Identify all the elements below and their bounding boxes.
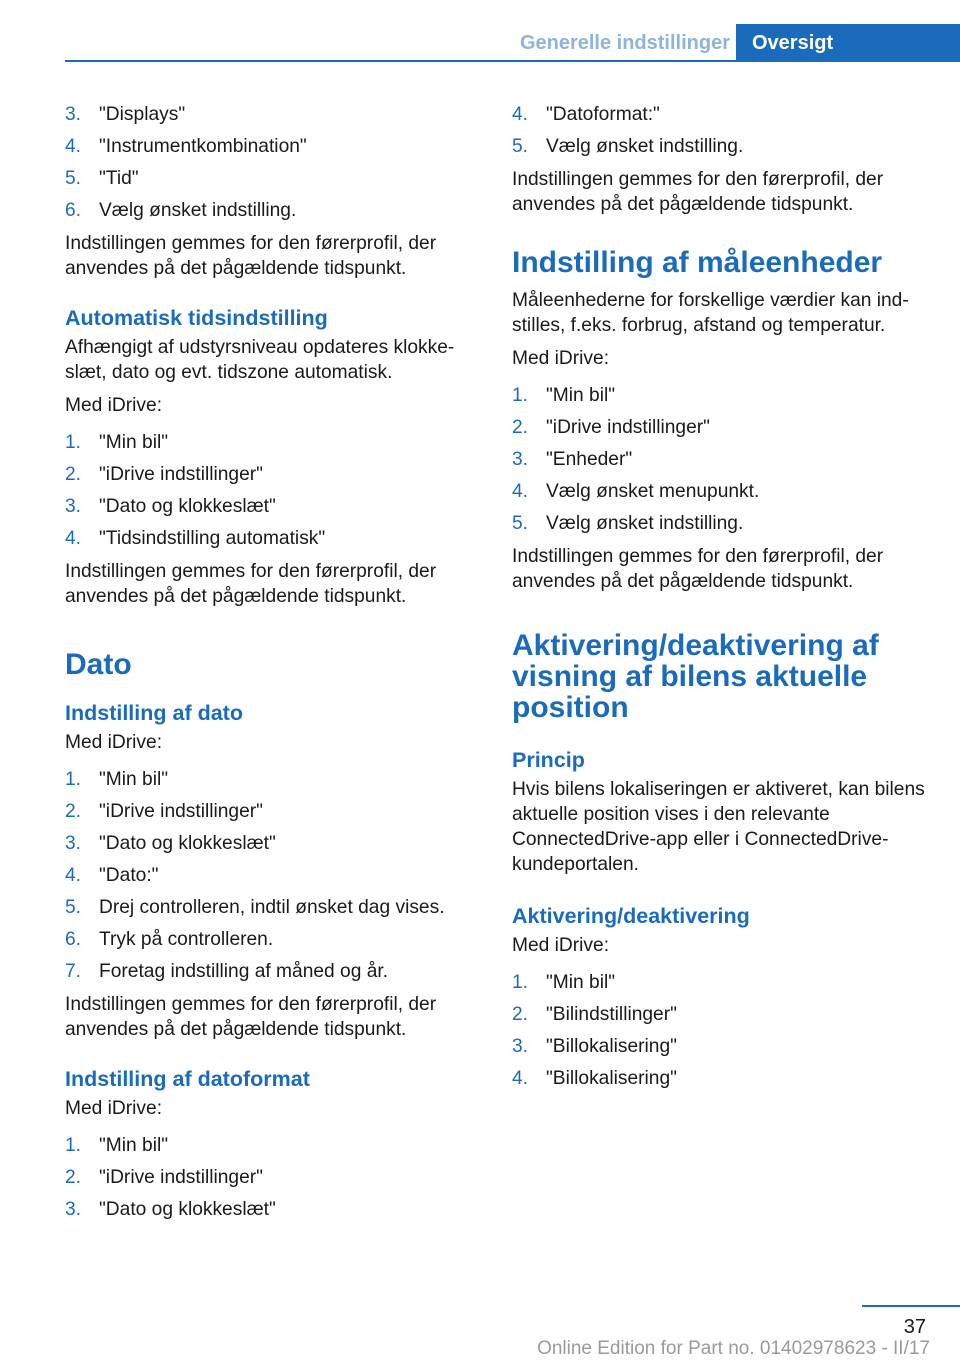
list-item-text: Vælg ønsket menupunkt. (546, 481, 760, 502)
list-item-text: "Billokalisering" (546, 1068, 677, 1089)
list-item (65, 767, 473, 792)
list-item-text: "Dato:" (99, 865, 159, 886)
list-item-number: 2. (65, 801, 82, 822)
list-item-number: 3. (65, 833, 82, 854)
list-top (65, 102, 473, 223)
list-item-text: "iDrive indstillinger" (546, 417, 710, 438)
list-item-number: 4. (512, 481, 529, 502)
list-item (512, 1034, 928, 1059)
footer-rule (862, 1305, 960, 1307)
idrive-label: Med iDrive: (65, 1098, 163, 1119)
page-number: 37 (903, 1316, 926, 1338)
heading-set-date: Indstilling af dato (65, 701, 243, 725)
footer-edition: Online Edition for Part no. 01402978623 - II/17 (537, 1338, 930, 1359)
list-item-text: "iDrive indstillinger" (99, 464, 263, 485)
list-item-number: 3. (512, 1036, 529, 1057)
list-item-text: "Min bil" (546, 972, 616, 993)
list-item-number: 3. (65, 1199, 82, 1220)
list-item-number: 1. (512, 385, 529, 406)
list-item-number: 5. (65, 168, 82, 189)
list-item-text: "Dato og klokkeslæt" (99, 496, 276, 517)
list-item (65, 959, 473, 984)
list-item-number: 4. (65, 528, 82, 549)
list-item-number: 4. (65, 136, 82, 157)
list-item (512, 415, 928, 440)
list-item (65, 799, 473, 824)
heading-vehicle-position: Aktivering/deaktivering af visning af bilens aktuelle position (512, 629, 879, 724)
note-text: Indstillingen gemmes for den førerprofil, der anvendes på det pågældende tidspunkt. (65, 994, 437, 1040)
list-item (512, 134, 928, 159)
list-item (65, 494, 473, 519)
note-text: Indstillingen gemmes for den førerprofil, der anvendes på det pågældende tidspunkt. (65, 233, 437, 279)
list-item-text: "Displays" (99, 104, 186, 125)
list-date-format-cont (512, 102, 928, 159)
list-item-text: Drej controlleren, indtil ønsket dag vises. (99, 897, 445, 918)
note-text: Indstillingen gemmes for den førerprofil, der anvendes på det pågældende tidspunkt. (65, 561, 437, 607)
list-item-text: "Min bil" (99, 432, 169, 453)
list-item-number: 1. (65, 769, 82, 790)
list-item (65, 1133, 473, 1158)
list-item-text: Foretag indstilling af måned og år. (99, 961, 389, 982)
list-item-number: 5. (65, 897, 82, 918)
heading-date-format: Indstilling af datoformat (65, 1067, 310, 1091)
list-date-format (65, 1133, 473, 1222)
list-item-number: 4. (65, 865, 82, 886)
list-item-text: "Dato og klokkeslæt" (99, 833, 276, 854)
list-item-number: 4. (512, 104, 529, 125)
page-header (0, 0, 960, 62)
list-item (512, 447, 928, 472)
heading-automatic-time: Automatisk tidsindstilling (65, 306, 328, 330)
list-item-text: "Min bil" (546, 385, 616, 406)
list-item-number: 2. (512, 417, 529, 438)
list-item (65, 1197, 473, 1222)
list-item (65, 831, 473, 856)
list-item (65, 863, 473, 888)
left-column (65, 102, 473, 1230)
note-text: Indstillingen gemmes for den førerprofil, der anvendes på det pågældende tidspunkt. (512, 169, 884, 215)
idrive-label: Med iDrive: (512, 935, 610, 956)
list-item-number: 6. (65, 200, 82, 221)
heading-princip: Princip (512, 748, 585, 772)
list-item-text: Vælg ønsket indstilling. (546, 513, 744, 534)
list-item-number: 1. (65, 1135, 82, 1156)
list-item-text: "Min bil" (99, 1135, 169, 1156)
list-item-number: 2. (65, 1167, 82, 1188)
list-units (512, 383, 928, 536)
list-set-date (65, 767, 473, 984)
list-item (65, 430, 473, 455)
list-item (512, 383, 928, 408)
list-item-text: "iDrive indstillinger" (99, 801, 263, 822)
list-item (512, 511, 928, 536)
list-item-text: "Enheder" (546, 449, 633, 470)
list-item (512, 1066, 928, 1091)
list-item (65, 526, 473, 551)
units-text: Måleenhederne for forskellige værdier kan indstilles, f.eks. forbrug, afstand og temperatur. (512, 290, 909, 336)
auto-time-text: Afhængigt af udstyrsniveau opdateres klokkeslæt, dato og evt. tidszone automatisk. (65, 337, 455, 383)
list-item-number: 2. (512, 1004, 529, 1025)
princip-text: Hvis bilens lokaliseringen er aktiveret, kan bilens aktuelle position vises i den relevante ConnectedDrive-app eller i ConnectedDrive-kundeportalen. (512, 779, 925, 875)
list-item (512, 970, 928, 995)
list-item (512, 1002, 928, 1027)
list-item-text: "Datoformat:" (546, 104, 660, 125)
list-item (512, 479, 928, 504)
heading-units: Indstilling af måleenheder (512, 246, 883, 279)
list-item-number: 5. (512, 513, 529, 534)
header-rule (65, 60, 960, 62)
list-item-number: 1. (512, 972, 529, 993)
list-item (65, 1165, 473, 1190)
list-activation (512, 970, 928, 1091)
idrive-label: Med iDrive: (512, 348, 610, 369)
list-item-text: Tryk på controlleren. (99, 929, 274, 950)
list-item-number: 1. (65, 432, 82, 453)
list-item (65, 102, 473, 127)
idrive-label: Med iDrive: (65, 395, 163, 416)
list-auto-time (65, 430, 473, 551)
list-item-text: "Instrumentkombination" (99, 136, 307, 157)
list-item-text: "Tid" (99, 168, 139, 189)
list-item-number: 4. (512, 1068, 529, 1089)
list-item-number: 6. (65, 929, 82, 950)
list-item-number: 3. (65, 496, 82, 517)
list-item (512, 102, 928, 127)
list-item-text: "Dato og klokkeslæt" (99, 1199, 276, 1220)
list-item-text: "iDrive indstillinger" (99, 1167, 263, 1188)
list-item-number: 5. (512, 136, 529, 157)
list-item (65, 166, 473, 191)
list-item-text: "Tidsindstilling automatisk" (99, 528, 326, 549)
list-item (65, 134, 473, 159)
right-column (512, 102, 928, 1099)
list-item-text: "Billokalisering" (546, 1036, 677, 1057)
header-section-title: Generelle indstillinger (519, 32, 730, 54)
list-item (65, 462, 473, 487)
header-tab-oversigt[interactable]: Oversigt (736, 24, 960, 62)
list-item-number: 3. (65, 104, 82, 125)
note-text: Indstillingen gemmes for den førerprofil, der anvendes på det pågældende tidspunkt. (512, 546, 884, 592)
list-item-number: 7. (65, 961, 82, 982)
list-item (65, 198, 473, 223)
list-item-number: 3. (512, 449, 529, 470)
list-item-text: Vælg ønsket indstilling. (546, 136, 744, 157)
idrive-label: Med iDrive: (65, 732, 163, 753)
list-item (65, 927, 473, 952)
heading-dato: Dato (65, 648, 132, 681)
list-item-text: Vælg ønsket indstilling. (99, 200, 297, 221)
list-item (65, 895, 473, 920)
heading-activation: Aktivering/deaktivering (512, 904, 750, 928)
list-item-number: 2. (65, 464, 82, 485)
list-item-text: "Bilindstillinger" (546, 1004, 677, 1025)
list-item-text: "Min bil" (99, 769, 169, 790)
